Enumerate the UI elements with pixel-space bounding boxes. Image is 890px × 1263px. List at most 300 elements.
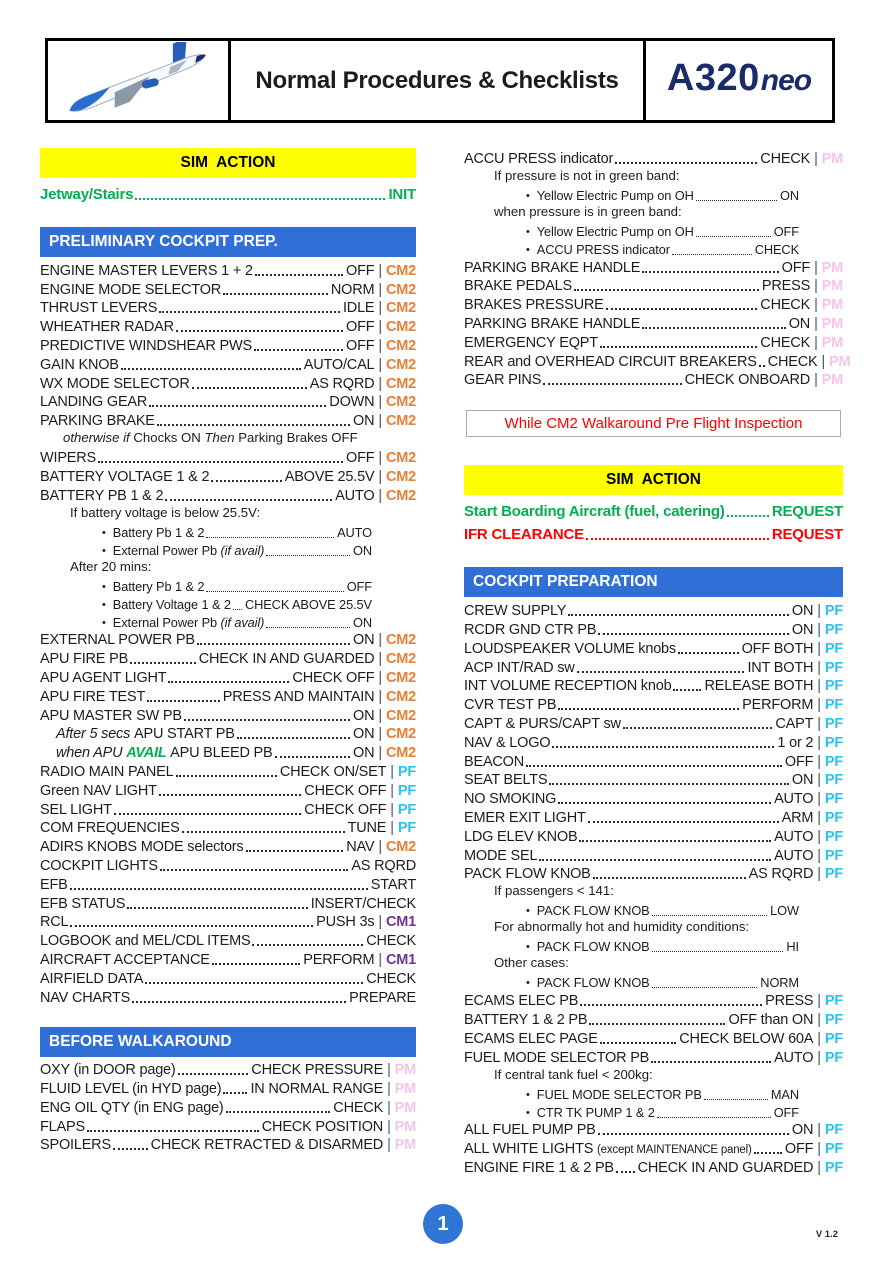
role-separator: | [387,1099,391,1116]
checklist-item [464,1028,843,1047]
dot-leader [568,614,789,616]
checklist-item [40,316,416,335]
checklist-label: APU FIRE TEST [40,688,146,705]
role-separator: | [378,394,382,411]
checklist-value: AUTO [774,1049,814,1066]
checklist-item [40,893,416,912]
checklist-value: ON [353,707,375,724]
checklist-value: OFF [346,337,375,354]
dot-leader [157,424,350,426]
logo-neo-text: neo [760,64,812,97]
checklist-label: CVR TEST PB [464,697,557,714]
dot-leader [149,405,326,407]
dot-leader [558,708,739,710]
sub-action-label: Battery Voltage 1 & 2 [112,596,231,612]
checklist-label: BATTERY 1 & 2 PB [464,1011,588,1028]
role-separator: | [390,820,394,837]
dot-leader [159,794,302,796]
crew-role-label: PF [824,659,843,676]
dot-leader [651,1061,771,1063]
sub-action-label: Yellow Electric Pump on OH [536,223,694,239]
dot-leader [212,963,301,965]
crew-role-label: PF [824,866,843,883]
text-segment: APU START PB [134,726,235,743]
role-separator: | [817,809,821,826]
checklist-value: OFF [346,319,375,336]
sub-action-value: LOW [770,903,799,919]
crew-role-label: PM [821,150,843,167]
sub-action-label [113,543,265,558]
header [45,38,835,123]
bullet-icon: • [526,977,530,990]
checklist-item [464,600,843,619]
checklist-item [464,148,843,167]
condition-note: If passengers < 141: [494,883,614,899]
role-separator: | [817,847,821,864]
dot-leader [70,925,313,927]
text-segment: ALL WHITE LIGHTS [464,1141,598,1158]
checklist-value: CHECK BELOW 60A [679,1030,814,1047]
dot-leader [673,689,701,691]
sim-action-label: Start Boarding Aircraft (fuel, catering) [464,503,725,521]
checklist-label: BRAKES PRESSURE [464,297,604,314]
crew-role-label: CM2 [385,394,416,411]
dot-leader [579,840,771,842]
checklist-item [40,1116,416,1135]
checklist-value: ON [791,621,814,638]
role-separator: | [378,669,382,686]
crew-role-label: PF [824,603,843,620]
role-separator: | [817,753,821,770]
checklist-item [464,713,843,732]
checklist-value: AUTO [774,828,814,845]
checklist-label: BRAKE PEDALS [464,278,573,295]
checklist-value: DOWN [329,394,375,411]
checklist-value: AUTO [774,791,814,808]
dot-leader [254,349,343,351]
checklist-label [56,726,235,742]
checklist-item [464,770,843,789]
checklist-item [40,410,416,429]
dot-leader [233,609,242,610]
checklist-label: LDG ELEV KNOB [464,828,578,845]
checklist-item [40,874,416,893]
checklist-item [40,298,416,317]
bullet-icon: • [102,580,106,593]
checklist-value: CHECK OFF [304,801,387,818]
crew-role-label: PF [824,993,843,1010]
checklist-item [40,724,416,743]
dot-leader [178,1073,249,1075]
dot-leader [588,821,779,823]
checklist-value: OFF [346,262,375,279]
condition-note: If central tank fuel < 200kg: [494,1066,653,1082]
checklist-label [464,1141,752,1157]
page-number-badge: 1 [423,1204,463,1244]
condition-note: Other cases: [494,955,569,971]
dot-leader [615,162,757,164]
sub-action-label: PACK FLOW KNOB [536,939,650,955]
crew-role-label: PM [394,1081,416,1098]
checklist-label: FUEL MODE SELECTOR PB [464,1049,650,1066]
checklist-value: 1 or 2 [777,734,814,751]
section-banner: PRELIMINARY COCKPIT PREP. [40,227,416,257]
checklist-value: OFF BOTH [741,640,814,657]
sub-action-label: PACK FLOW KNOB [536,903,650,919]
sub-action-value: AUTO [337,524,372,540]
dot-leader [623,727,773,729]
condition-note [40,429,416,447]
dot-leader [577,671,745,673]
checklist-item [464,807,843,826]
sub-action-value: ON [780,187,799,203]
version-label: V 1.2 [815,1229,838,1240]
dot-leader [206,537,334,538]
checklist-label: THRUST LEVERS [40,300,158,317]
checklist-label: PARKING BRAKE [40,413,155,430]
checklist-item [464,1120,843,1139]
checklist-label: NO SMOKING [464,791,557,808]
checklist-item [40,354,416,373]
dot-leader [87,1130,259,1132]
crew-role-label: CM2 [385,487,416,504]
dot-leader [121,368,301,370]
checklist-label: MODE SEL [464,847,538,864]
sub-action-label: ACCU PRESS indicator [536,241,670,257]
checklist-value: CHECK [767,353,818,370]
text-segment: External Power Pb [112,614,221,630]
checklist-label: SEAT BELTS [464,772,548,789]
role-separator: | [814,259,818,276]
dot-leader [642,327,785,329]
sim-action-label: Jetway/Stairs [40,186,134,203]
checklist-value: PRESS AND MAINTAIN [222,688,375,705]
dot-leader [70,888,368,890]
dot-leader [526,765,782,767]
crew-role-label: PM [821,334,843,351]
checklist-value: ON [353,745,375,762]
checklist-value: PRESS [761,278,811,295]
checklist-item [40,630,416,649]
dot-leader [574,289,759,291]
sim-action-item [464,497,843,520]
dot-leader [549,783,789,785]
dot-leader [696,236,771,237]
sub-action-item [464,239,843,257]
role-separator: | [817,1049,821,1066]
checklist-item [40,667,416,686]
checklist-value: OFF than ON [728,1011,814,1028]
checklist-item [464,751,843,770]
checklist-value: CHECK RETRACTED & DISARMED [150,1137,384,1154]
role-separator: | [378,632,382,649]
checklist-value: START [370,876,416,893]
checklist-label: BATTERY PB 1 & 2 [40,487,164,504]
checklist-item [464,313,843,332]
checklist-item [464,1138,843,1157]
sub-action-value: MAN [770,1086,799,1102]
logo-a320-text: A320 [666,57,760,99]
dot-leader [586,538,769,540]
role-separator: | [378,951,382,968]
role-separator: | [814,372,818,389]
checklist-item [40,686,416,705]
checklist-value: CAPT [775,715,814,732]
checklist-value: CHECK [760,334,811,351]
sub-action-item [40,540,416,558]
checklist-item [40,392,416,411]
checklist-label: FLAPS [40,1118,85,1135]
crew-role-label: CM2 [385,413,416,430]
checklist-label: SPOILERS [40,1137,111,1154]
crew-role-label: PM [821,372,843,389]
checklist-item [40,930,416,949]
crew-role-label: PM [821,315,843,332]
checklist-label: ENGINE MASTER LEVERS 1 + 2 [40,262,253,279]
section-banner: COCKPIT PREPARATION [464,567,843,597]
bullet-icon: • [102,544,106,557]
sub-action-item [40,576,416,594]
sim-action-banner: SIM ACTION [40,148,416,178]
section-banner: BEFORE WALKAROUND [40,1027,416,1057]
dot-leader [223,1092,247,1094]
checklist-item [40,279,416,298]
role-separator: | [378,319,382,336]
role-separator: | [378,487,382,504]
crew-role-label: PF [397,763,416,780]
crew-role-label: PF [824,1141,843,1158]
checklist-label: RCL [40,914,69,931]
dot-leader [255,274,343,276]
dot-leader [600,1042,677,1044]
checklist-label: WHEATHER RADAR [40,319,174,336]
crew-role-label: PF [824,809,843,826]
checklist-value: ON [353,413,375,430]
role-separator: | [817,640,821,657]
spacer [464,543,843,567]
role-separator: | [387,1137,391,1154]
crew-role-label: CM2 [385,337,416,354]
checklist-item [464,294,843,313]
checklist-label: APU AGENT LIGHT [40,669,167,686]
checklist-value: CHECK ONBOARD [684,372,811,389]
checklist-item [464,990,843,1009]
checklist-label: EMERGENCY EQPT [464,334,598,351]
sub-action-item [40,594,416,612]
crew-role-label: CM2 [385,375,416,392]
sub-action-label: FUEL MODE SELECTOR PB [536,1086,702,1102]
dot-leader [127,907,307,909]
role-separator: | [378,745,382,762]
text-segment: APU BLEED PB [170,745,273,762]
checklist-value: AS RQRD [309,375,375,392]
bullet-icon: • [102,616,106,629]
checklist-value: CHECK [760,150,811,167]
checklist-label: RADIO MAIN PANEL [40,763,174,780]
role-separator: | [378,449,382,466]
dot-leader [135,198,385,200]
role-separator: | [817,734,821,751]
crew-role-label: CM2 [385,707,416,724]
crew-role-label: PM [821,278,843,295]
dot-leader [226,1111,331,1113]
condition-note: when pressure is in green band: [494,203,682,219]
role-separator: | [817,828,821,845]
dot-leader [606,308,758,310]
dot-leader [160,869,349,871]
crew-role-label: CM2 [385,651,416,668]
checklist-label: CAPT & PURS/CAPT sw [464,715,621,732]
checklist-item [464,864,843,883]
checklist-label: AIRCRAFT ACCEPTANCE [40,951,210,968]
dot-leader [184,719,350,721]
checklist-value: ON [353,632,375,649]
role-separator: | [817,659,821,676]
crew-role-label: PF [824,697,843,714]
sub-action-label: Battery Pb 1 & 2 [112,524,205,540]
dot-leader [223,293,328,295]
checklist-item [40,335,416,354]
checklist-value: CHECK IN AND GUARDED [198,651,375,668]
checklist-value: CHECK [366,933,416,950]
crew-role-label: PF [824,753,843,770]
condition-note: For abnormally hot and humidity conditions: [494,919,750,935]
crew-role-label: PF [824,1159,843,1176]
checklist-item [464,332,843,351]
dot-leader [598,1133,789,1135]
spacer [40,203,416,227]
sub-action-item [40,612,416,630]
checklist-item [40,260,416,279]
checklist-label: GAIN KNOB [40,356,119,373]
sim-action-item [464,520,843,543]
checklist-value: NORM [330,281,375,298]
checklist-item [40,968,416,987]
crew-role-label: PF [824,640,843,657]
checklist-item [464,370,843,389]
dot-leader [543,383,681,385]
checklist-value: OFF [784,753,814,770]
dot-leader [252,944,363,946]
checklist-value: CHECK POSITION [261,1118,384,1135]
checklist-value: PUSH 3s [316,914,375,931]
sim-action-value: REQUEST [771,503,843,521]
crew-role-label: PM [394,1118,416,1135]
checklist-item [40,1097,416,1116]
checklist-item [40,742,416,761]
sub-action-value: CHECK [754,241,799,257]
crew-role-label: PF [824,828,843,845]
dot-leader [275,756,351,758]
checklist-label: BATTERY VOLTAGE 1 & 2 [40,468,210,485]
checklist-item [464,351,851,370]
checklist-item [40,799,416,818]
dot-leader [246,850,344,852]
text-segment: After 5 secs [56,726,134,743]
dot-leader [130,662,196,664]
sub-action-value: NORM [760,975,799,991]
sub-action-item [464,972,843,990]
checklist-label: PARKING BRAKE HANDLE [464,315,641,332]
spacer [464,388,843,410]
checklist-value: AS RQRD [748,866,814,883]
sub-action-value: ON [353,542,372,558]
crew-role-label: CM2 [385,688,416,705]
checklist-item [464,845,843,864]
sub-action-item [464,1084,843,1102]
text-segment: (if avail) [220,614,265,630]
role-separator: | [387,1118,391,1135]
crew-role-label: CM2 [385,319,416,336]
crew-role-label: PF [824,1122,843,1139]
checklist-item [464,619,843,638]
dot-leader [642,271,778,273]
role-separator: | [378,726,382,743]
crew-role-label: CM1 [385,951,416,968]
checklist-value: CHECK PRESSURE [251,1062,384,1079]
dot-leader [600,346,757,348]
checklist-value: AUTO [774,847,814,864]
checklist-label: PACK FLOW KNOB [464,866,591,883]
sub-action-value: OFF [773,223,799,239]
role-separator: | [378,375,382,392]
dot-leader [704,1099,768,1100]
sub-action-value: CHECK ABOVE 25.5V [244,596,372,612]
spacer [40,1006,416,1027]
dot-leader [114,813,301,815]
dot-leader [696,200,777,201]
checklist-value: PERFORM [303,951,375,968]
text-segment: (except MAINTENANCE panel) [597,1144,752,1157]
checklist-value: OFF [346,449,375,466]
checklist-value: CHECK OFF [304,782,387,799]
crew-role-label: PF [824,1011,843,1028]
dot-leader [558,802,771,804]
dot-leader [759,365,765,367]
checklist-label: INT VOLUME RECEPTION knob [464,678,672,695]
bullet-icon: • [526,189,530,202]
role-separator: | [814,150,818,167]
checklist-value: CHECK [760,297,811,314]
role-separator: | [817,621,821,638]
checklist-label: Green NAV LIGHT [40,782,157,799]
checklist-item [40,1078,416,1097]
checklist-label [56,745,273,761]
checklist-value: ON [791,1122,814,1139]
text-segment: when APU [56,745,127,762]
checklist-item [464,657,843,676]
bullet-icon: • [526,225,530,238]
dot-leader [237,737,350,739]
dot-leader [176,330,343,332]
checklist-item [40,447,416,466]
checklist-value: CHECK IN AND GUARDED [637,1159,814,1176]
checklist-label: LANDING GEAR [40,394,148,411]
role-separator: | [817,993,821,1010]
crew-role-label: CM2 [385,745,416,762]
role-separator: | [390,763,394,780]
checklist-label: EFB [40,876,68,893]
checklist-item [464,826,843,845]
checklist-label: GEAR PINS [464,372,542,389]
checklist-item [40,836,416,855]
bullet-icon: • [526,905,530,918]
crew-role-label: CM2 [385,262,416,279]
crew-role-label: CM2 [385,281,416,298]
role-separator: | [814,315,818,332]
crew-role-label: CM2 [385,449,416,466]
dot-leader [652,987,758,988]
